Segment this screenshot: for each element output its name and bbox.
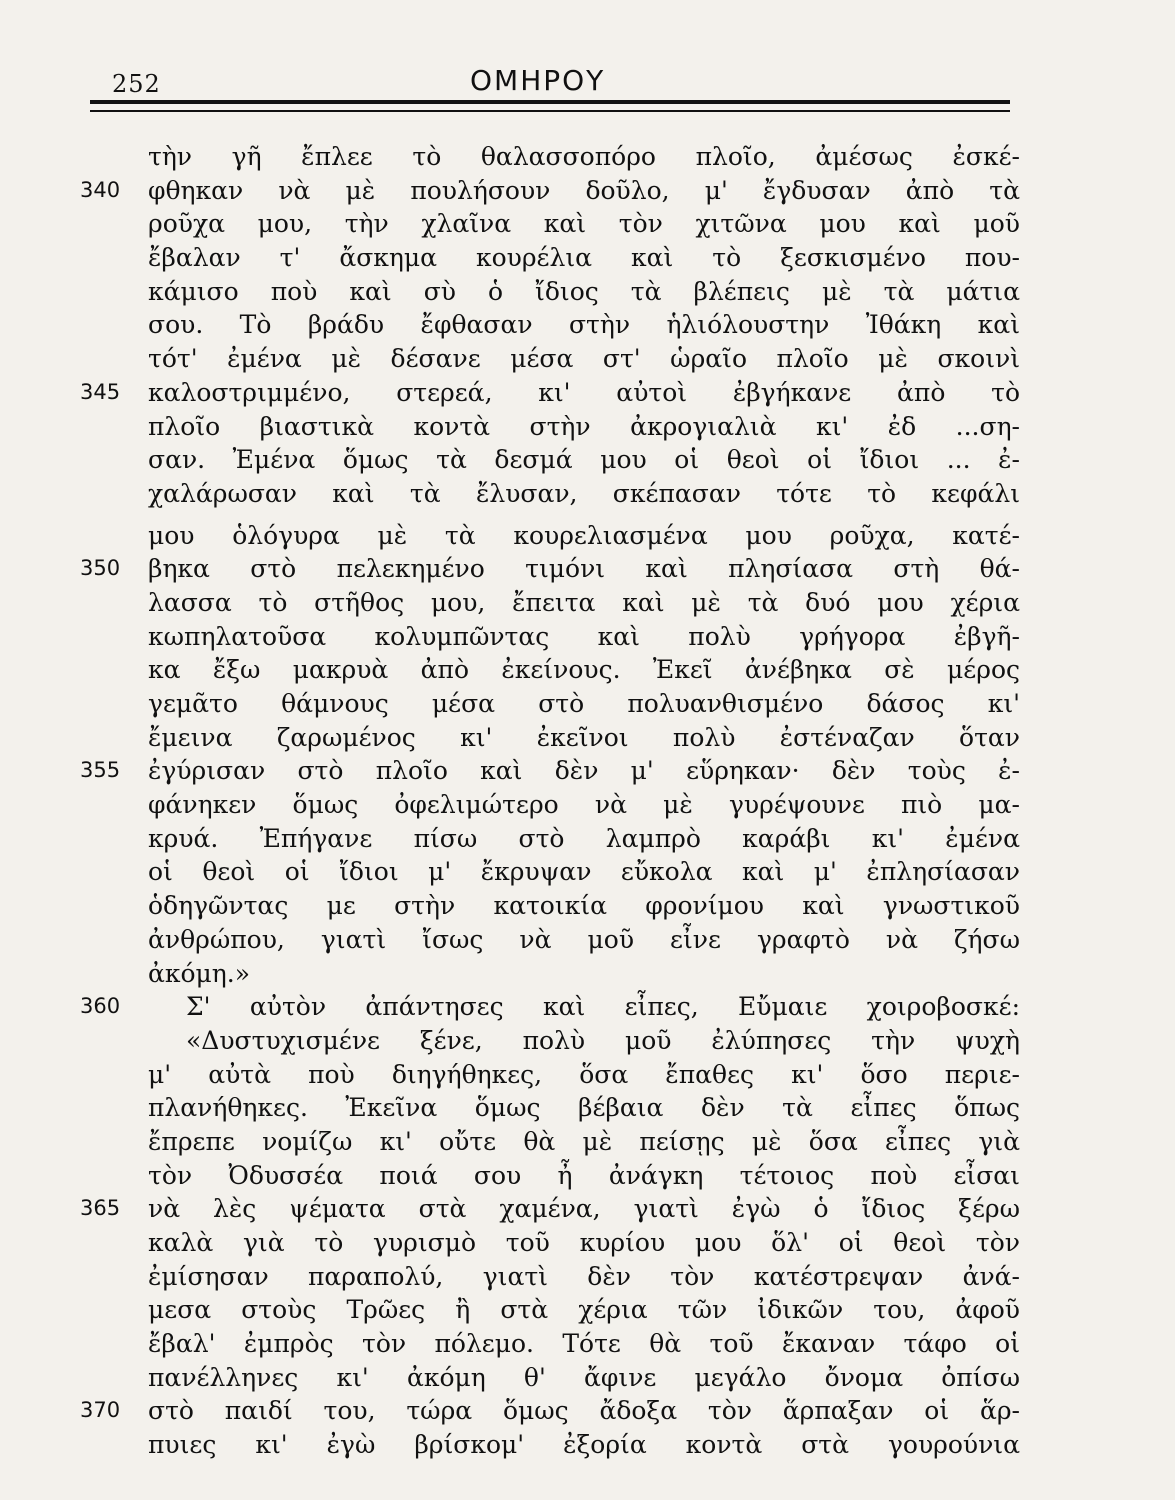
line-text: ἔβαλαν τ' ἄσκημα κουρέλια καὶ τὸ ξεσκισμένο που- [148,243,1020,273]
line-text: πλοῖο βιαστικὰ κοντὰ στὴν ἀκρογιαλιὰ κι' ἐδ ...ση- [148,411,1020,441]
line-text: Σ' αὐτὸν ἀπάντησες καὶ εἶπες, Εὔμαιε χοιροβοσκέ: [186,992,1020,1022]
line-text: νὰ λὲς ψέματα στὰ χαμένα, γιατὶ ἐγὼ ὁ ἴδιος ξέρω [148,1194,1020,1224]
text-line [80,957,1020,991]
line-number: 370 [80,1398,121,1423]
line-number: 350 [80,556,121,581]
line-text: τὴν γῆ ἔπλεε τὸ θαλασσοπόρο πλοῖο, ἀμέσως ἐσκέ- [148,142,1020,171]
line-text: κρυά. Ἐπήγανε πίσω στὸ λαμπρὸ καράβι κι' ἐμένα [148,823,1020,853]
text-line [80,923,1020,957]
text-line [80,477,1020,511]
text-line [80,207,1020,241]
line-text: καλοστριμμένο, στερεά, κι' αὐτοὶ ἐβγήκανε ἀπὸ τὸ [148,377,1020,407]
text-line [80,241,1020,275]
line-text: στὸ παιδί του, τώρα ὅμως ἄδοξα τὸν ἅρπαξαν οἱ ἅρ- [148,1396,1020,1426]
text-line [80,1293,1020,1327]
text-line [80,1159,1020,1193]
text-line [80,275,1020,309]
text-line [80,410,1020,444]
line-text: «Δυστυχισμένε ξένε, πολὺ μοῦ ἐλύπησες τὴν ψυχὴ [186,1025,1020,1055]
line-text: καλὰ γιὰ τὸ γυρισμὸ τοῦ κυρίου μου ὅλ' οἱ θεοὶ τὸν [148,1228,1020,1257]
line-text: ἔμεινα ζαρωμένος κι' ἐκεῖνοι πολὺ ἐστέναζαν ὅταν [148,722,1020,752]
text-line [80,519,1020,553]
line-text: γεμᾶτο θάμνους μέσα στὸ πολυανθισμένο δάσος κι' [148,689,1020,718]
text-line [80,653,1020,687]
line-number: 355 [80,758,121,783]
text-line [80,889,1020,923]
line-text: κωπηλατοῦσα κολυμπῶντας καὶ πολὺ γρήγορα ἐβγῆ- [148,621,1020,651]
text-line [80,443,1020,477]
text-line [80,140,1020,174]
header-rule-thin [90,110,1010,112]
line-text: ροῦχα μου, τὴν χλαῖνα καὶ τὸν χιτῶνα μου καὶ μοῦ [148,209,1020,239]
text-line [80,822,1020,856]
text-line [80,552,1020,586]
text-line [80,342,1020,376]
text-line [80,586,1020,620]
page-header [90,60,1010,100]
text-line [80,1361,1020,1395]
text-line [80,788,1020,822]
line-text: σου. Τὸ βράδυ ἔφθασαν στὴν ἡλιόλουστην Ἰθάκη καὶ [148,310,1020,340]
line-text: ὁδηγῶντας με στὴν κατοικία φρονίμου καὶ γνωστικοῦ [148,891,1020,921]
text-line [80,1192,1020,1226]
line-text: μεσα στοὺς Τρῶες ἢ στὰ χέρια τῶν ἰδικῶν του, ἀφοῦ [148,1295,1020,1325]
text-line [80,1024,1020,1058]
line-text: πλανήθηκες. Ἐκεῖνα ὅμως βέβαια δὲν τὰ εἶπες ὅπως [148,1093,1020,1123]
text-line [80,308,1020,342]
line-text: ἀκόμη.» [148,958,251,988]
text-line [80,174,1020,208]
line-text: μ' αὐτὰ ποὺ διηγήθηκες, ὅσα ἔπαθες κι' ὅσο περιε- [148,1059,1020,1089]
line-text: πανέλληνες κι' ἀκόμη θ' ἄφινε μεγάλο ὄνομα ὀπίσω [148,1362,1020,1392]
text-line [80,687,1020,721]
line-number: 345 [80,379,121,404]
text-line [80,620,1020,654]
line-text: ἐγύρισαν στὸ πλοῖο καὶ δὲν μ' εὕρηκαν· δὲν τοὺς ἐ- [148,756,1020,786]
line-number: 365 [80,1196,121,1221]
text-line [80,511,1020,519]
line-text: ἀνθρώπου, γιατὶ ἴσως νὰ μοῦ εἶνε γραφτὸ νὰ ζήσω [148,924,1020,954]
line-number: 340 [80,177,121,202]
text-line [80,1428,1020,1462]
text-line [80,754,1020,788]
line-number: 360 [80,994,121,1019]
line-text: ἔβαλ' ἐμπρὸς τὸν πόλεμο. Τότε θὰ τοῦ ἔκαναν τάφο οἱ [148,1329,1020,1359]
line-text: φάνηκεν ὅμως ὀφελιμώτερο νὰ μὲ γυρέψουνε πιὸ μα- [148,790,1020,820]
text-line [80,990,1020,1024]
text-line [80,1125,1020,1159]
header-rule-thick [90,100,1010,104]
line-text: ἔπρεπε νομίζω κι' οὔτε θὰ μὲ πείσῃς μὲ ὅσα εἶπες γιὰ [148,1126,1020,1156]
line-text: τὸν Ὀδυσσέα ποιά σου ἦ ἀνάγκη τέτοιος ποὺ εἶσαι [148,1160,1020,1190]
text-line [80,1327,1020,1361]
running-title: ΟΜΗΡΟΥ [470,64,606,97]
text-line [80,721,1020,755]
line-text: κάμισο ποὺ καὶ σὺ ὁ ἴδιος τὰ βλέπεις μὲ τὰ μάτια [148,276,1020,306]
line-text: κα ἔξω μακρυὰ ἀπὸ ἐκείνους. Ἐκεῖ ἀνέβηκα σὲ μέρος [148,655,1020,685]
text-line [80,1394,1020,1428]
page-number: 252 [112,70,161,98]
text-line [80,1058,1020,1092]
line-text: φθηκαν νὰ μὲ πουλήσουν δοῦλο, μ' ἔγδυσαν ἀπὸ τὰ [148,175,1020,205]
line-text: τότ' ἐμένα μὲ δέσανε μέσα στ' ὡραῖο πλοῖο μὲ σκοινὶ [148,344,1020,374]
line-text: πυιες κι' ἐγὼ βρίσκομ' ἐξορία κοντὰ στὰ γουρούνια [148,1430,1020,1460]
line-text: μου ὁλόγυρα μὲ τὰ κουρελιασμένα μου ροῦχα, κατέ- [148,520,1020,550]
line-text: οἱ θεοὶ οἱ ἴδιοι μ' ἔκρυψαν εὔκολα καὶ μ' ἐπλησίασαν [148,857,1020,887]
line-text: λασσα τὸ στῆθος μου, ἔπειτα καὶ μὲ τὰ δυό μου χέρια [148,587,1020,617]
line-text: βηκα στὸ πελεκημένο τιμόνι καὶ πλησίασα στὴ θά- [148,554,1020,584]
text-line [80,1091,1020,1125]
line-text: χαλάρωσαν καὶ τὰ ἔλυσαν, σκέπασαν τότε τὸ κεφάλι [148,478,1020,508]
line-text: ἐμίσησαν παραπολύ, γιατὶ δὲν τὸν κατέστρεψαν ἀνά- [148,1261,1020,1291]
text-line [80,1226,1020,1260]
text-line [80,1260,1020,1294]
text-line [80,376,1020,410]
text-line [80,855,1020,889]
body-text [80,140,1020,1462]
line-text: σαν. Ἐμένα ὅμως τὰ δεσμά μου οἱ θεοὶ οἱ ἴδιοι ... ἐ- [148,445,1020,475]
